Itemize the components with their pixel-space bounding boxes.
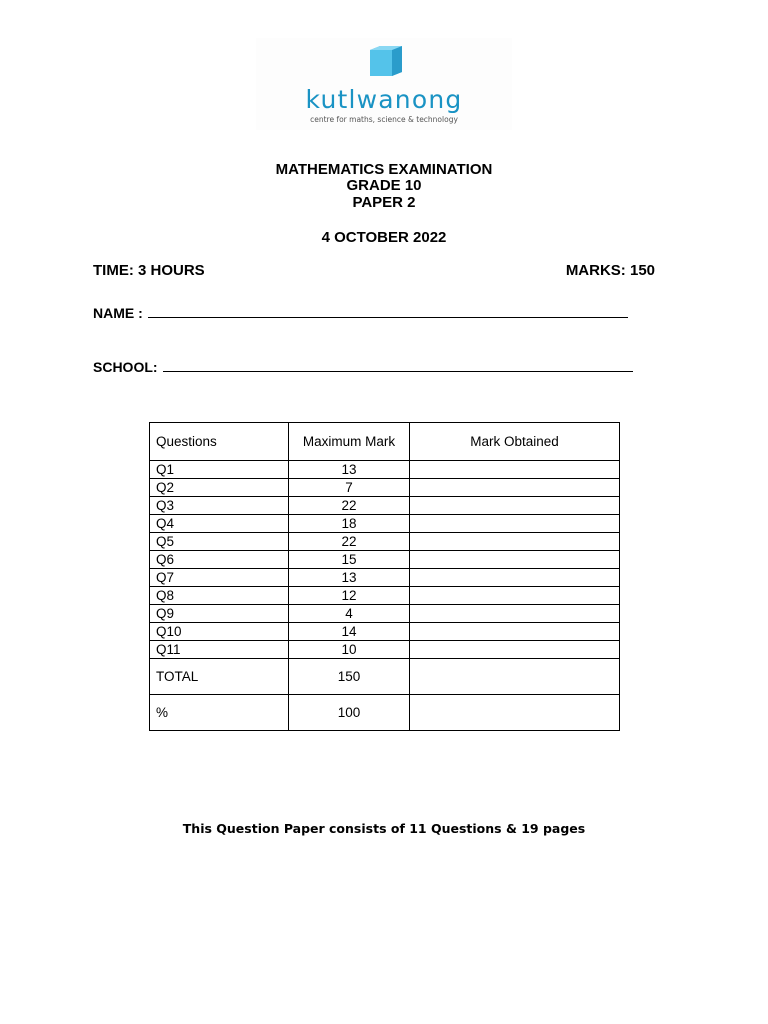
question-cell: Q2	[150, 479, 289, 497]
max-mark-cell: 13	[289, 461, 410, 479]
max-mark-cell: 4	[289, 605, 410, 623]
exam-time: TIME: 3 HOURS	[93, 262, 205, 279]
question-cell: Q9	[150, 605, 289, 623]
max-mark-cell: 7	[289, 479, 410, 497]
school-field	[93, 359, 633, 375]
obtained-cell	[410, 587, 620, 605]
total-label: TOTAL	[150, 659, 289, 695]
paper-info-footer: This Question Paper consists of 11 Questions & 19 pages	[182, 821, 586, 836]
exam-title: MATHEMATICS EXAMINATION	[275, 161, 493, 178]
logo-tagline: centre for maths, science & technology	[310, 115, 458, 124]
max-mark-cell: 15	[289, 551, 410, 569]
obtained-cell	[410, 551, 620, 569]
obtained-cell	[410, 497, 620, 515]
obtained-cell	[410, 569, 620, 587]
percent-obtained-cell	[410, 695, 620, 731]
kutlwanong-logo	[256, 38, 512, 130]
max-mark-cell: 10	[289, 641, 410, 659]
max-mark-cell: 22	[289, 497, 410, 515]
question-cell: Q6	[150, 551, 289, 569]
question-cell: Q8	[150, 587, 289, 605]
question-cell: Q10	[150, 623, 289, 641]
question-cell: Q5	[150, 533, 289, 551]
table-row	[150, 479, 620, 497]
table-row	[150, 551, 620, 569]
percent-row	[150, 695, 620, 731]
exam-marks: MARKS: 150	[565, 262, 655, 279]
table-row	[150, 533, 620, 551]
name-line	[148, 316, 628, 318]
name-field	[93, 305, 628, 321]
max-mark-cell: 12	[289, 587, 410, 605]
header-mark-obtained: Mark Obtained	[410, 423, 620, 461]
obtained-cell	[410, 461, 620, 479]
max-mark-cell: 14	[289, 623, 410, 641]
header-maximum-mark: Maximum Mark	[289, 423, 410, 461]
obtained-cell	[410, 605, 620, 623]
question-cell: Q3	[150, 497, 289, 515]
obtained-cell	[410, 623, 620, 641]
logo-wordmark: kutlwanong	[305, 85, 463, 114]
exam-date: 4 OCTOBER 2022	[321, 229, 447, 246]
header-questions: Questions	[150, 423, 289, 461]
total-max-mark: 150	[289, 659, 410, 695]
max-mark-cell: 18	[289, 515, 410, 533]
school-line	[163, 370, 633, 372]
table-row	[150, 497, 620, 515]
percent-label: %	[150, 695, 289, 731]
exam-paper: PAPER 2	[352, 194, 416, 211]
max-mark-cell: 22	[289, 533, 410, 551]
table-row	[150, 605, 620, 623]
table-row	[150, 569, 620, 587]
obtained-cell	[410, 533, 620, 551]
question-cell: Q4	[150, 515, 289, 533]
question-cell: Q7	[150, 569, 289, 587]
total-obtained-cell	[410, 659, 620, 695]
school-label: SCHOOL:	[93, 359, 158, 375]
table-row	[150, 461, 620, 479]
obtained-cell	[410, 515, 620, 533]
exam-grade: GRADE 10	[346, 177, 422, 194]
name-label: NAME :	[93, 305, 143, 321]
percent-max: 100	[289, 695, 410, 731]
table-row	[150, 587, 620, 605]
total-row	[150, 659, 620, 695]
table-row	[150, 623, 620, 641]
question-cell: Q11	[150, 641, 289, 659]
table-row	[150, 641, 620, 659]
table-header-row	[150, 423, 620, 461]
obtained-cell	[410, 479, 620, 497]
table-row	[150, 515, 620, 533]
marks-table	[149, 422, 620, 731]
max-mark-cell: 13	[289, 569, 410, 587]
obtained-cell	[410, 641, 620, 659]
cube-icon	[368, 46, 402, 80]
question-cell: Q1	[150, 461, 289, 479]
